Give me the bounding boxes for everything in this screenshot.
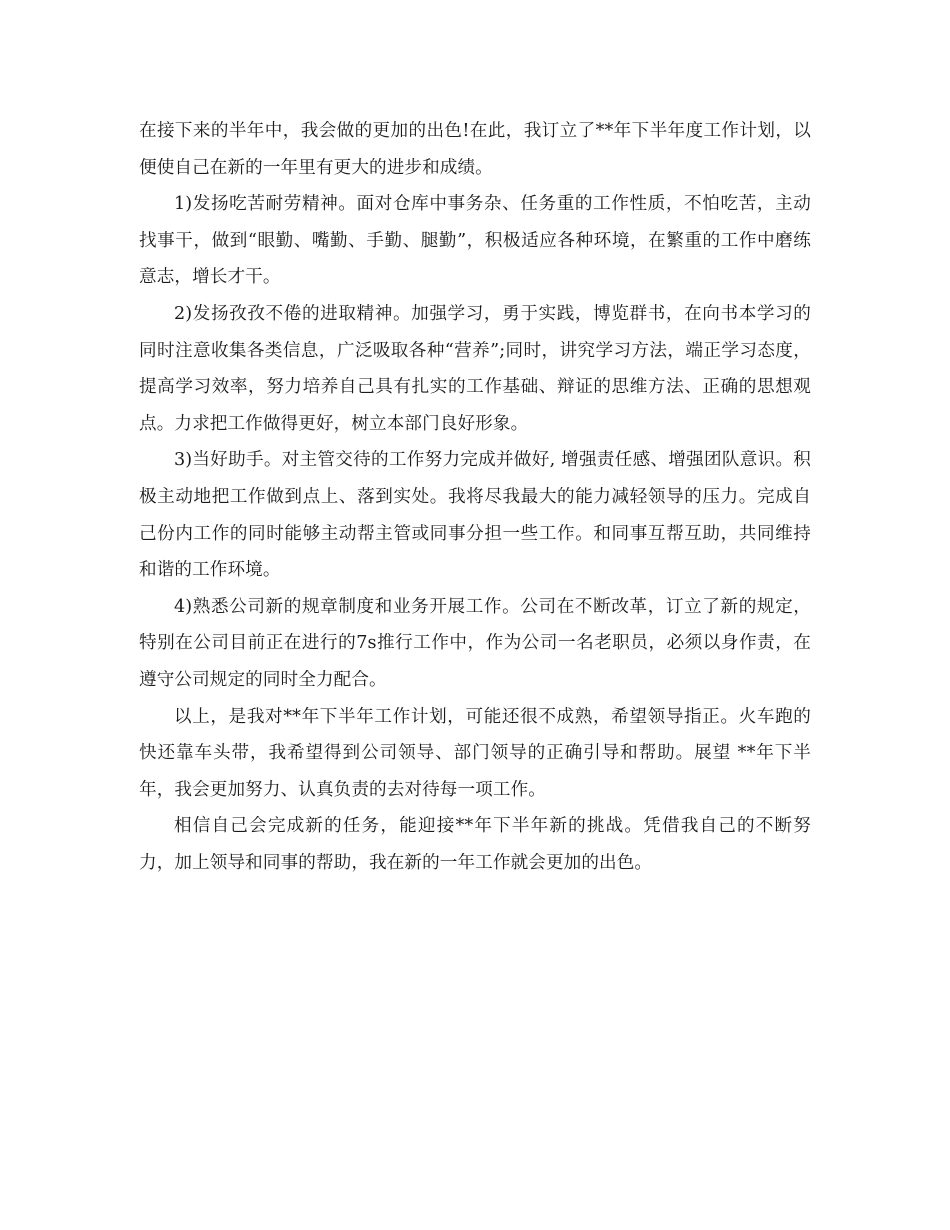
paragraph-item-2: 2)发扬孜孜不倦的进取精神。加强学习，勇于实践，博览群书，在向书本学习的同时注意收集各类信息，广泛吸取各种“营养”;同时，讲究学习方法，端正学习态度，提高学习效率，努力培养自己具有扎实的工作基础、辩证的思维方法、正确的思想观点。力求把工作做得更好，树立本部门良好形象。: [139, 303, 811, 434]
paragraph-item-4: 4)熟悉公司新的规章制度和业务开展工作。公司在不断改革，订立了新的规定，特别在公司目前正在进行的7s推行工作中，作为公司一名老职员，必须以身作责，在遵守公司规定的同时全力配合。: [139, 596, 811, 690]
paragraph-intro: 在接下来的半年中，我会做的更加的出色!在此，我订立了**年下半年度工作计划，以便使自己在新的一年里有更大的进步和成绩。: [139, 121, 811, 178]
paragraph-closing: 相信自己会完成新的任务，能迎接**年下半年新的挑战。凭借我自己的不断努力，加上领导和同事的帮助，我在新的一年工作就会更加的出色。: [139, 816, 811, 873]
paragraph-item-3: 3)当好助手。对主管交待的工作努力完成并做好, 增强责任感、增强团队意识。积极主动地把工作做到点上、落到实处。我将尽我最大的能力减轻领导的压力。完成自己份内工作的同时能够主动帮主管或同事分担一些工作。和同事互帮互助，共同维持和谐的工作环境。: [139, 450, 811, 581]
paragraph-item-1: 1)发扬吃苦耐劳精神。面对仓库中事务杂、任务重的工作性质，不怕吃苦，主动找事干，做到“眼勤、嘴勤、手勤、腿勤”，积极适应各种环境，在繁重的工作中磨练意志，增长才干。: [139, 194, 811, 288]
paragraph-summary: 以上，是我对**年下半年工作计划，可能还很不成熟，希望领导指正。火车跑的快还靠车头带，我希望得到公司领导、部门领导的正确引导和帮助。展望 **年下半年，我会更加努力、认真负责的去对待每一项工作。: [139, 706, 811, 800]
document-body: [139, 113, 811, 881]
